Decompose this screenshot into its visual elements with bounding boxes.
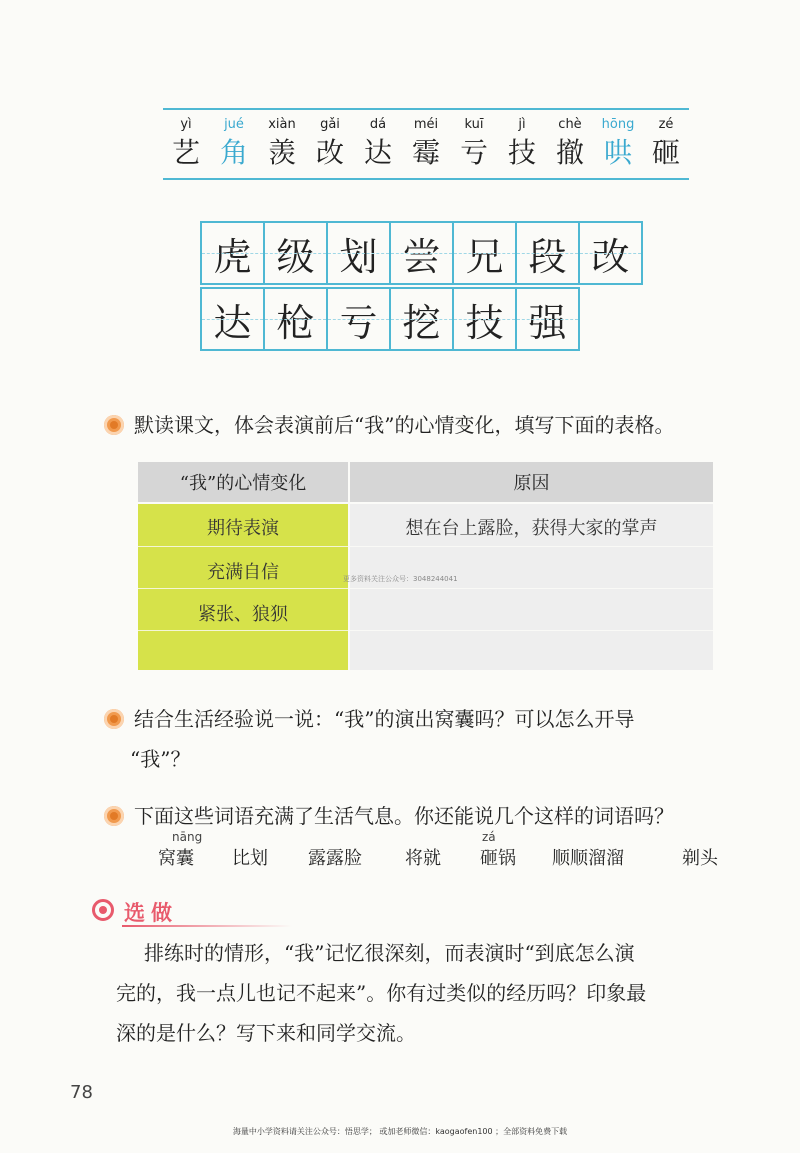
pinyin: dá — [369, 117, 387, 132]
table-watermark-text: 更多资料关注公众号：3048244041 — [343, 575, 458, 583]
page-number: 78 — [70, 1082, 93, 1103]
word-pinyin: zá — [482, 830, 496, 844]
strip-char — [643, 108, 689, 180]
strip-char — [547, 108, 593, 180]
character: 技 — [507, 136, 536, 169]
question-bullet-icon — [104, 709, 124, 729]
word-item: 露露脸 — [308, 848, 362, 869]
grid-row-2 — [200, 287, 578, 351]
optional-icon — [92, 899, 114, 921]
pinyin: yì — [180, 117, 192, 132]
pinyin: chè — [558, 117, 582, 132]
pinyin-character-strip — [163, 108, 689, 180]
strip-char — [163, 108, 209, 180]
strip-columns — [163, 108, 689, 180]
grid-cell: 亏 — [326, 287, 391, 351]
word-item: 顺顺溜溜 — [552, 848, 624, 869]
grid-cell: 挖 — [389, 287, 454, 351]
character: 羡 — [267, 136, 296, 169]
pinyin: gǎi — [320, 117, 340, 132]
character: 哄 — [603, 136, 632, 169]
grid-cell: 达 — [200, 287, 265, 351]
pinyin: hōng — [601, 117, 635, 132]
grid-cell: 级 — [263, 221, 328, 285]
grid-cell: 划 — [326, 221, 391, 285]
grid-cell: 技 — [452, 287, 517, 351]
optional-label: 选做 — [124, 901, 178, 925]
optional-paragraph — [116, 933, 756, 1053]
character: 达 — [363, 136, 392, 169]
table-row-divider — [138, 546, 713, 547]
word-item: 将就 — [405, 848, 441, 869]
character: 艺 — [171, 136, 200, 169]
question-1 — [104, 408, 764, 442]
paragraph-line: 完的，我一点儿也记不起来”。你有过类似的经历吗？印象最 — [116, 981, 647, 1005]
table-cell-mood: 紧张、狼狈 — [198, 604, 288, 625]
optional-underline — [122, 925, 292, 927]
table-row-divider — [138, 588, 713, 589]
grid-cell: 虎 — [200, 221, 265, 285]
table-cell-mood: 充满自信 — [207, 562, 279, 583]
grid-cell: 段 — [515, 221, 580, 285]
table-row-divider — [138, 630, 713, 631]
grid-cell: 尝 — [389, 221, 454, 285]
strip-char — [307, 108, 353, 180]
character: 砸 — [651, 136, 680, 169]
question-bullet-icon — [104, 415, 124, 435]
question-3 — [104, 799, 764, 833]
paragraph-line: 深的是什么？写下来和同学交流。 — [116, 1021, 416, 1045]
writing-grid — [200, 221, 644, 351]
word-item: 窝囊 — [158, 848, 194, 869]
grid-cell: 强 — [515, 287, 580, 351]
word-item: 砸锅 — [480, 848, 516, 869]
pinyin: méi — [413, 117, 439, 132]
mood-table — [138, 462, 713, 670]
grid-cell: 改 — [578, 221, 643, 285]
table-header-reason: 原因 — [350, 462, 713, 502]
grid-cell: 枪 — [263, 287, 328, 351]
table-cell-reason: 想在台上露脸，获得大家的掌声 — [405, 518, 658, 539]
table-header-mood: “我”的心情变化 — [138, 462, 348, 502]
character: 亏 — [459, 136, 488, 169]
strip-char — [259, 108, 305, 180]
word-list — [150, 830, 740, 874]
table-cell-mood: 期待表演 — [207, 518, 279, 539]
question-text: 下面这些词语充满了生活气息。你还能说几个这样的词语吗？ — [134, 804, 674, 828]
strip-char — [451, 108, 497, 180]
pinyin: xiàn — [268, 117, 296, 132]
strip-char — [595, 108, 641, 180]
character: 角 — [219, 136, 248, 169]
grid-cell: 兄 — [452, 221, 517, 285]
footer-note: 海量中小学资料请关注公众号：悟思学； 或加老师微信：kaogaofen100 ；全部资料免费下载 — [232, 1127, 568, 1136]
strip-char — [355, 108, 401, 180]
strip-char — [211, 108, 257, 180]
character: 改 — [315, 136, 344, 169]
pinyin: jì — [518, 117, 526, 132]
question-bullet-icon — [104, 806, 124, 826]
pinyin: zé — [658, 117, 674, 132]
character: 霉 — [411, 136, 440, 169]
question-2 — [104, 702, 764, 774]
grid-row-1 — [200, 221, 641, 285]
strip-char — [499, 108, 545, 180]
strip-char — [403, 108, 449, 180]
question-text-line-1: 结合生活经验说一说：“我”的演出窝囊吗？可以怎么开导 — [134, 707, 635, 731]
question-text: 默读课文，体会表演前后“我”的心情变化，填写下面的表格。 — [134, 413, 675, 437]
strip-bottom-rule — [163, 178, 689, 180]
paragraph-line: 排练时的情形，“我”记忆很深刻，而表演时“到底怎么演 — [144, 941, 635, 965]
optional-section-heading — [92, 897, 212, 927]
question-text-line-2: “我”？ — [130, 747, 191, 771]
pinyin: jué — [224, 117, 244, 132]
word-item: 比划 — [232, 848, 268, 869]
character: 撤 — [555, 136, 584, 169]
word-pinyin: nāng — [172, 830, 203, 844]
pinyin: kuī — [464, 117, 484, 132]
word-item: 剃头 — [682, 848, 718, 869]
